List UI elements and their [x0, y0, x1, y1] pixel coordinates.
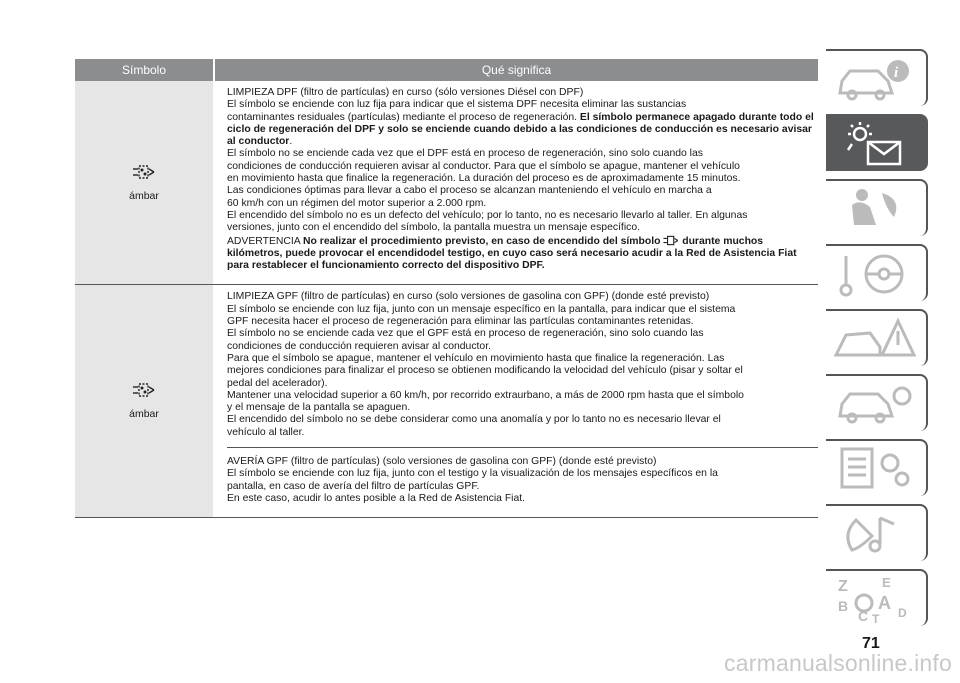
header-symbol: Símbolo [121, 63, 167, 77]
text-line: vehículo al taller. [227, 426, 305, 438]
warning-light-message-icon [832, 120, 922, 168]
seat-airbag-icon [832, 185, 922, 233]
chapter-tab-warning-lights[interactable] [826, 114, 928, 171]
svg-text:T: T [872, 612, 880, 623]
text-line: El encendido del símbolo no se debe considerar como una anomalía y por lo tanto no es necesario llevar el [227, 414, 721, 426]
chapter-tab-car-info[interactable] [826, 49, 928, 106]
text-line: El símbolo se enciende con luz fija para indicar que el sistema DPF necesita eliminar las sustancias [227, 99, 687, 111]
warning-paragraph [227, 235, 818, 273]
text-line: pantalla, en caso de avería del filtro de partículas GPF. [227, 480, 480, 492]
svg-text:E: E [882, 575, 891, 590]
warning-text: durante muchos kilómetros, puede provocar el encendidodel testigo, en cuyo caso será necesario acudir a la Red de Asistencia Fiat para restablecer el funcionamiento correcto del dispositivo DPF. [227, 235, 797, 272]
tech-data-gears-icon [832, 445, 922, 493]
text-line: 60 km/h con un régimen del motor superior a 2.000 rpm. [227, 197, 487, 209]
car-info-icon [832, 55, 922, 103]
page-number: 71 [862, 635, 880, 652]
gpf-warning-icon [133, 382, 155, 398]
meaning-cell [213, 81, 818, 284]
dpf-inline-icon [663, 235, 679, 246]
svg-text:C: C [858, 608, 869, 623]
text-line: pedal del acelerador). [227, 377, 328, 389]
table-row [75, 285, 818, 518]
text-line: GPF necesita hacer el proceso de regeneración para eliminar las partículas contaminantes retenidas. [227, 316, 694, 328]
text-line: El símbolo se enciende con luz fija, junto con un mensaje específico en la pantalla, para indicar que el sistema [227, 303, 736, 315]
text-line: y el mensaje de la pantalla se apaguen. [227, 402, 411, 414]
text-line: AVERÍA GPF (filtro de partículas) (solo versiones de gasolina con GPF) (donde esté previsto) [227, 456, 657, 468]
text-line: Mantener una velocidad superior a 60 km/h, por recorrido extraurbano, a más de 2000 rpm hasta que el símbolo [227, 389, 744, 401]
road-emergency-icon [832, 315, 922, 363]
text-line: LIMPIEZA GPF (filtro de partículas) en curso (solo versiones de gasolina con GPF) (donde esté previsto) [227, 291, 710, 303]
text-line: El símbolo no se enciende cada vez que el GPF está en proceso de regeneración, sino solo cuando las [227, 328, 704, 340]
multimedia-icon [832, 510, 922, 558]
key-steering-wheel-icon [832, 250, 922, 298]
svg-text:A: A [878, 593, 891, 613]
chapter-tab-index[interactable] [826, 569, 928, 626]
chapter-tab-maintenance[interactable] [826, 374, 928, 431]
text-line: condiciones de conducción requieren avisar al conductor. Para que el símbolo se apague, mantener el vehículo [227, 160, 740, 172]
text-line: En este caso, acudir lo antes posible a la Red de Asistencia Fiat. [227, 492, 526, 504]
warning-label: ADVERTENCIA [227, 235, 301, 247]
symbols-table [75, 59, 818, 518]
svg-text:D: D [898, 606, 907, 620]
dpf-warning-icon [133, 164, 155, 180]
paragraph [227, 112, 818, 149]
chapter-tab-starting-driving[interactable] [826, 244, 928, 301]
watermark: carmanualsonline.info [724, 650, 952, 676]
chapter-tab-emergency[interactable] [826, 309, 928, 366]
car-service-icon [832, 380, 922, 428]
text-line: Las condiciones óptimas para llevar a cabo el proceso se alcanzan manteniendo el vehículo en marcha a [227, 185, 712, 197]
color-label: ámbar [129, 189, 159, 202]
text-line: El símbolo se enciende con luz fija, junto con el testigo y la visualización de los mensajes específicos en la [227, 468, 718, 480]
text-line: LIMPIEZA DPF (filtro de partículas) en curso (sólo versiones Diésel con DPF) [227, 87, 584, 98]
warning-text: No realizar el procedimiento previsto, en caso de encendido del símbolo [303, 235, 661, 247]
table-row [75, 81, 818, 285]
symbol-cell [75, 81, 213, 284]
svg-text:B: B [838, 598, 849, 614]
svg-text:Z: Z [838, 578, 848, 595]
svg-text:i: i [894, 65, 899, 81]
text-line: El símbolo no se enciende cada vez que el DPF está en proceso de regeneración, sino solo cuando las [227, 148, 703, 160]
punctuation: . [289, 136, 293, 148]
description-block [227, 291, 818, 445]
symbol-cell [75, 285, 213, 517]
text-line: condiciones de conducción requieren avisar al conductor. [227, 340, 491, 352]
description-block [227, 87, 818, 278]
chapter-tab-safety[interactable] [826, 179, 928, 236]
bold-note: El símbolo permanece apagado durante todo el ciclo de regeneración del DPF y solo se enciende cuando debido a las condiciones de conducción es necesario avisar al conductor [227, 111, 814, 148]
header-meaning: Qué significa [213, 59, 818, 81]
table-header [75, 59, 818, 81]
text-line: El encendido del símbolo no es un defecto del vehículo; por lo tanto, no es necesario llevarlo al taller. En algunas [227, 209, 748, 221]
text-line: mejores condiciones para finalizar el proceso se obtienen modificando la velocidad del vehículo (pisar y soltar el [227, 365, 743, 377]
description-block [227, 447, 818, 511]
chapter-sidebar [826, 49, 928, 634]
chapter-tab-technical-data[interactable] [826, 439, 928, 496]
text-line: en movimiento hasta que finalice la regeneración. La duración del proceso es de aproximadamente 15 minutos. [227, 173, 741, 185]
meaning-cell [213, 285, 818, 517]
chapter-tab-multimedia[interactable] [826, 504, 928, 561]
color-label: ámbar [129, 408, 159, 421]
text-line: contaminantes residuales (partículas) mediante el proceso de regeneración. [227, 111, 578, 123]
text-line: versiones, junto con el encendido del símbolo, la pantalla muestra un mensaje específico. [227, 222, 640, 234]
alphabetical-index-icon [832, 575, 922, 623]
text-line: Para que el símbolo se apague, mantener el vehículo en movimiento hasta que finalice la regeneración. Las [227, 352, 725, 364]
